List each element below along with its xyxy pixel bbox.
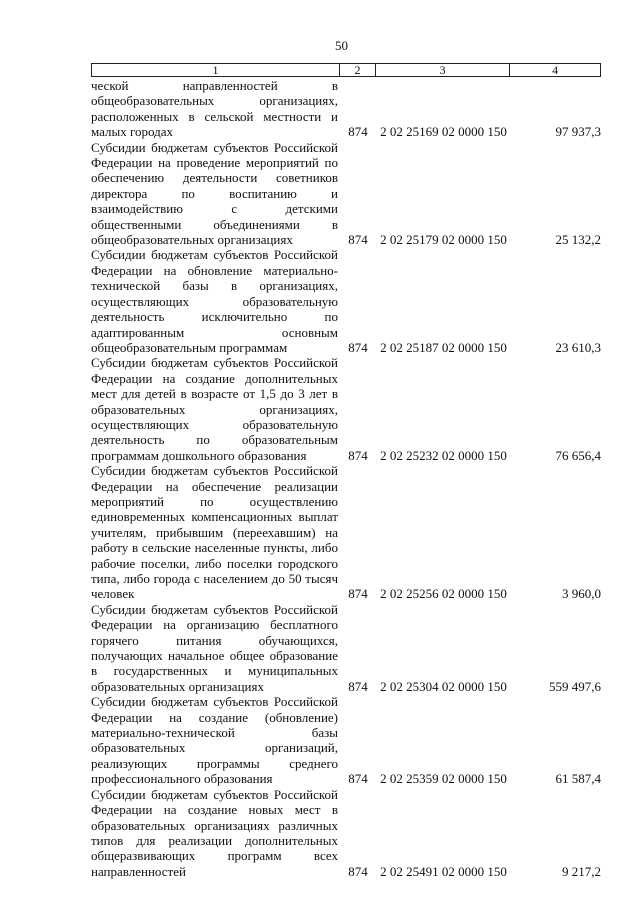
row-admin-code: 874	[348, 447, 368, 463]
row-amount: 3 960,0	[562, 586, 601, 602]
row-amount: 97 937,3	[555, 124, 601, 140]
row-description: Субсидии бюджетам субъектов Российской Федерации на создание новых мест в образовательных организациях различных типов для реализации дополнительных общеразвивающих программ всех направленностей	[91, 786, 338, 879]
table-row	[91, 463, 601, 602]
row-amount: 23 610,3	[555, 339, 601, 355]
row-amount: 25 132,2	[555, 232, 601, 248]
table-body	[91, 78, 601, 879]
row-budget-code: 2 02 25232 02 0000 150	[380, 447, 507, 463]
row-description: ческой направленностей в общеобразовательных организациях, расположенных в сельской местности и малых городах	[91, 78, 338, 140]
row-admin-code: 874	[348, 339, 368, 355]
header-col-1: 1	[92, 64, 340, 76]
revenue-table	[91, 63, 601, 879]
row-budget-code: 2 02 25169 02 0000 150	[380, 124, 507, 140]
table-row	[91, 78, 601, 140]
header-col-3: 3	[376, 64, 510, 76]
row-budget-code: 2 02 25179 02 0000 150	[380, 232, 507, 248]
row-admin-code: 874	[348, 586, 368, 602]
row-budget-code: 2 02 25491 02 0000 150	[380, 863, 507, 879]
table-row	[91, 694, 601, 786]
row-budget-code: 2 02 25256 02 0000 150	[380, 586, 507, 602]
page-number: 50	[335, 38, 348, 53]
row-admin-code: 874	[348, 771, 368, 787]
table-header	[91, 63, 601, 77]
row-budget-code: 2 02 25359 02 0000 150	[380, 771, 507, 787]
row-amount: 61 587,4	[555, 771, 601, 787]
header-col-4: 4	[552, 63, 559, 77]
row-amount: 9 217,2	[562, 863, 601, 879]
row-admin-code: 874	[348, 232, 368, 248]
row-admin-code: 874	[348, 678, 368, 694]
row-budget-code: 2 02 25187 02 0000 150	[380, 339, 507, 355]
row-description: Субсидии бюджетам субъектов Российской Федерации на обеспечение реализации мероприятий по осуществлению единовременных компенсационных выплат учителям, прибывшим (переехавшим) на работу в сельские населенные пункты, либо рабочие поселки, либо поселки городского типа, либо города с населением до 50 тысяч человек	[91, 463, 338, 602]
table-row	[91, 355, 601, 463]
row-amount: 559 497,6	[549, 678, 601, 694]
row-budget-code: 2 02 25304 02 0000 150	[380, 678, 507, 694]
table-row	[91, 247, 601, 355]
row-description: Субсидии бюджетам субъектов Российской Федерации на создание (обновление) материально-технической базы образовательных организаций, реализующих программы среднего профессионального образования	[91, 694, 338, 787]
table-row	[91, 602, 601, 694]
table-row	[91, 140, 601, 248]
row-description: Субсидии бюджетам субъектов Российской Федерации на создание дополнительных мест для детей в возрасте от 1,5 до 3 лет в образовательных организациях, осуществляющих образовательную деятельность по образовательным программам дошкольного образования	[91, 355, 338, 463]
row-description: Субсидии бюджетам субъектов Российской Федерации на обновление материально-технической базы в организациях, осуществляющих образовательную деятельность исключительно по адаптированным основным общеобразовательным программам	[91, 247, 338, 355]
row-admin-code: 874	[348, 124, 368, 140]
row-amount: 76 656,4	[555, 447, 601, 463]
row-admin-code: 874	[348, 863, 368, 879]
row-description: Субсидии бюджетам субъектов Российской Федерации на проведение мероприятий по обеспечению деятельности советников директора по воспитанию и взаимодействию с детскими общественными объединениями в общеобразовательных организациях	[91, 139, 338, 248]
row-description: Субсидии бюджетам субъектов Российской Федерации на организацию бесплатного горячего питания обучающихся, получающих начальное общее образование в государственных и муниципальных образовательных организациях	[91, 601, 338, 694]
header-col-2: 2	[340, 64, 376, 76]
table-row	[91, 787, 601, 879]
